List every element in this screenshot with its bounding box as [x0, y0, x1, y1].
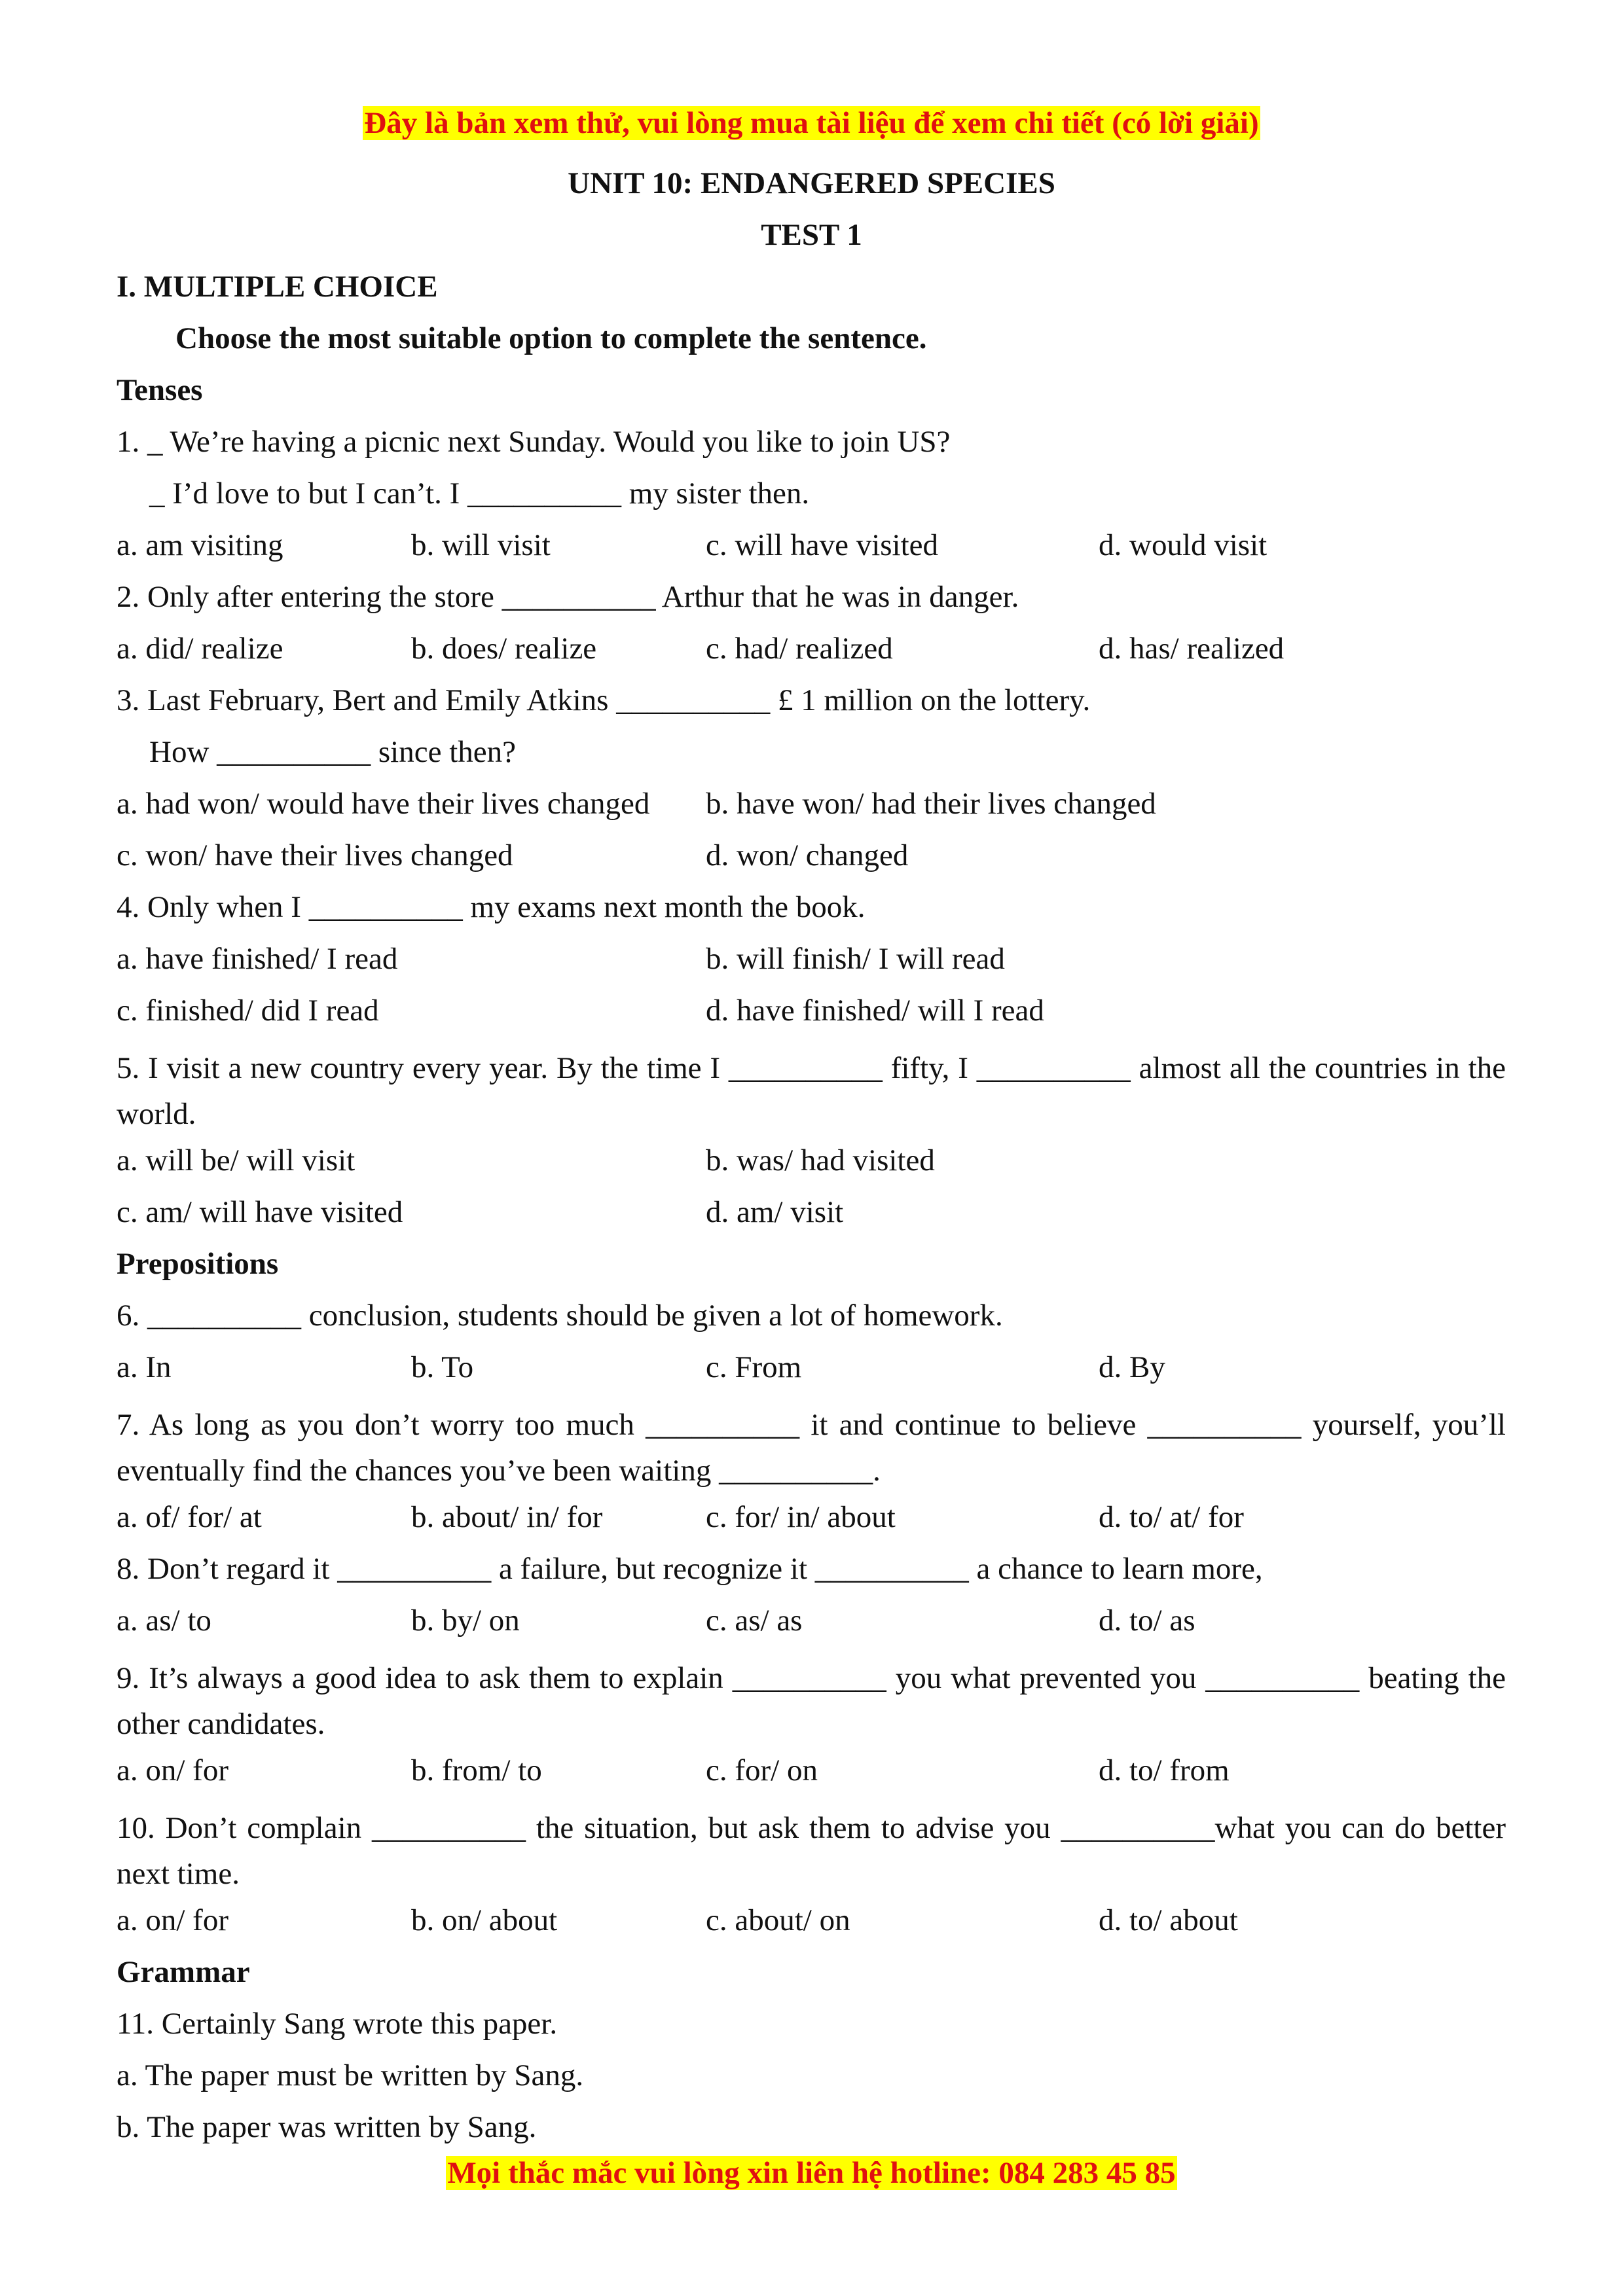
- option-a: a. In: [117, 1350, 172, 1384]
- option-a: a. have finished/ I read: [117, 942, 398, 976]
- question-8-text: 8. Don’t regard it __________ a failure, but recognize it __________ a chance to learn more,: [117, 1552, 1263, 1586]
- option-d: d. By: [1099, 1350, 1165, 1384]
- option-d: d. to/ as: [1099, 1604, 1195, 1638]
- option-c: c. about/ on: [706, 1903, 850, 1937]
- subheading-tenses: Tenses: [117, 373, 203, 407]
- option-b: b. To: [411, 1350, 474, 1384]
- question-4-text: 4. Only when I __________ my exams next month the book.: [117, 890, 866, 924]
- option-a: a. on/ for: [117, 1753, 228, 1787]
- question-1-text: 1. _ We’re having a picnic next Sunday. Would you like to join US?: [117, 425, 951, 459]
- option-b: b. will visit: [411, 528, 551, 562]
- option-d: d. have finished/ will I read: [706, 994, 1044, 1028]
- option-a: a. will be/ will visit: [117, 1143, 356, 1177]
- question-9-text: 9. It’s always a good idea to ask them to explain __________ you what prevented you __________ beating the other candidates.: [117, 1661, 1506, 1741]
- option-b: b. was/ had visited: [706, 1143, 935, 1177]
- option-a: a. am visiting: [117, 528, 283, 562]
- question-2-text: 2. Only after entering the store __________ Arthur that he was in danger.: [117, 580, 1019, 614]
- unit-title: UNIT 10: ENDANGERED SPECIES: [568, 166, 1055, 200]
- option-c: c. will have visited: [706, 528, 939, 562]
- question-10-text: 10. Don’t complain __________ the situation, but ask them to advise you __________what you can do better next time.: [117, 1811, 1506, 1891]
- option-c: c. for/ on: [706, 1753, 818, 1787]
- option-d: d. to/ at/ for: [1099, 1500, 1244, 1534]
- question-5-text: 5. I visit a new country every year. By the time I __________ fifty, I __________ almost all the countries in the world.: [117, 1051, 1506, 1131]
- option-b: b. does/ realize: [411, 632, 597, 666]
- option-b: b. have won/ had their lives changed: [706, 787, 1156, 821]
- test-title: TEST 1: [761, 218, 862, 252]
- question-11-option-a: a. The paper must be written by Sang.: [117, 2058, 584, 2092]
- option-a: a. as/ to: [117, 1604, 211, 1638]
- subheading-grammar: Grammar: [117, 1955, 250, 1989]
- option-a: a. of/ for/ at: [117, 1500, 262, 1534]
- option-c: c. am/ will have visited: [117, 1195, 403, 1229]
- option-c: c. won/ have their lives changed: [117, 838, 513, 872]
- option-a: a. had won/ would have their lives changed: [117, 787, 650, 821]
- option-c: c. as/ as: [706, 1604, 803, 1638]
- question-6-text: 6. __________ conclusion, students should be given a lot of homework.: [117, 1299, 1003, 1333]
- hotline-footer: Mọi thắc mắc vui lòng xin liên hệ hotline: 084 283 45 85: [447, 2156, 1176, 2190]
- question-7-text: 7. As long as you don’t worry too much __________ it and continue to believe __________ yourself, you’ll eventually find the chances you’ve been waiting __________.: [117, 1408, 1506, 1488]
- section-heading: I. MULTIPLE CHOICE: [117, 270, 438, 304]
- option-c: c. for/ in/ about: [706, 1500, 896, 1534]
- subheading-prepositions: Prepositions: [117, 1247, 279, 1281]
- option-b: b. will finish/ I will read: [706, 942, 1005, 976]
- option-b: b. from/ to: [411, 1753, 542, 1787]
- option-c: c. finished/ did I read: [117, 994, 379, 1028]
- option-d: d. am/ visit: [706, 1195, 844, 1229]
- option-c: c. From: [706, 1350, 802, 1384]
- section-instruction: Choose the most suitable option to complete the sentence.: [175, 321, 927, 355]
- question-11-text: 11. Certainly Sang wrote this paper.: [117, 2007, 558, 2041]
- option-b: b. about/ in/ for: [411, 1500, 603, 1534]
- option-b: b. by/ on: [411, 1604, 520, 1638]
- option-c: c. had/ realized: [706, 632, 893, 666]
- option-a: a. did/ realize: [117, 632, 283, 666]
- question-3-text: 3. Last February, Bert and Emily Atkins __________ £ 1 million on the lottery.: [117, 683, 1091, 717]
- option-d: d. would visit: [1099, 528, 1267, 562]
- question-1-text-line2: _ I’d love to but I can’t. I __________ my sister then.: [149, 476, 810, 511]
- option-d: d. to/ from: [1099, 1753, 1230, 1787]
- option-d: d. won/ changed: [706, 838, 909, 872]
- option-d: d. to/ about: [1099, 1903, 1238, 1937]
- option-a: a. on/ for: [117, 1903, 228, 1937]
- preview-notice: Đây là bản xem thử, vui lòng mua tài liệu để xem chi tiết (có lời giải): [364, 106, 1259, 140]
- option-b: b. on/ about: [411, 1903, 558, 1937]
- question-3-text-line2: How __________ since then?: [149, 735, 516, 769]
- question-11-option-b: b. The paper was written by Sang.: [117, 2110, 537, 2144]
- option-d: d. has/ realized: [1099, 632, 1285, 666]
